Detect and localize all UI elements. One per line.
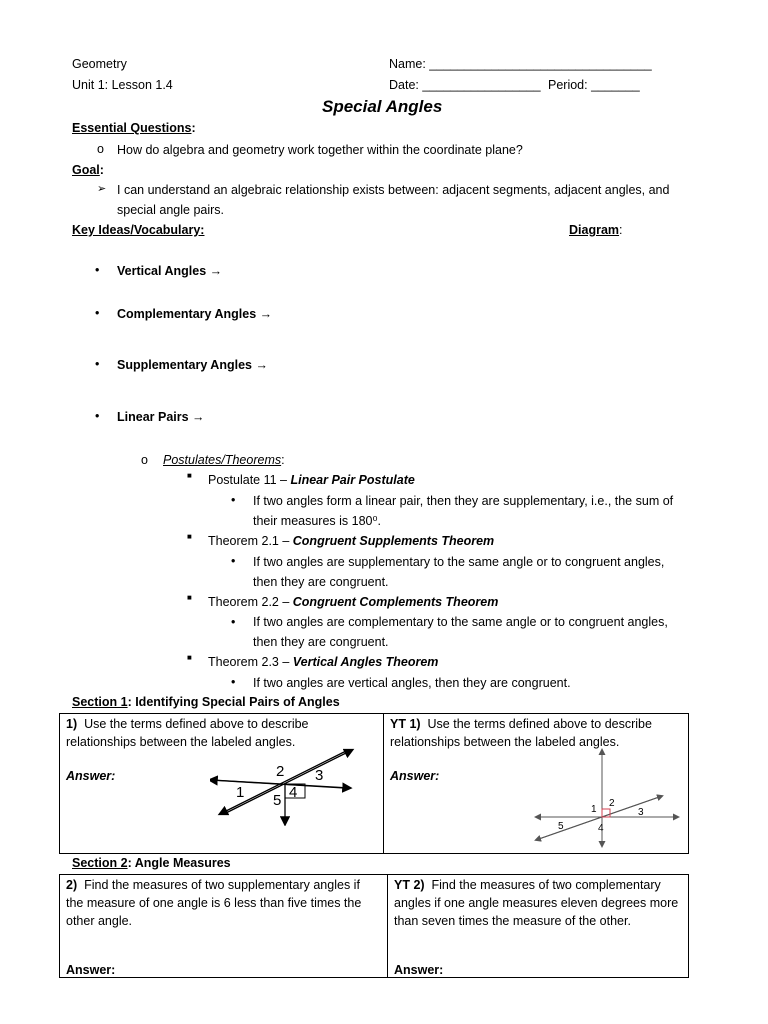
postulate-11-prefix: Postulate 11 – bbox=[208, 473, 291, 487]
angle-label-4: 4 bbox=[289, 784, 298, 801]
question-1-diagram bbox=[210, 742, 360, 826]
square-bullet-icon: ■ bbox=[187, 653, 192, 662]
angle-label-2: 2 bbox=[609, 798, 615, 809]
your-turn-1-text: Use the terms defined above to describe relationships between the labeled angles. bbox=[390, 717, 652, 749]
angle-label-5: 5 bbox=[558, 821, 564, 832]
question-1-answer-label: Answer: bbox=[66, 769, 116, 783]
vocab-bullet-icon: • bbox=[95, 263, 100, 277]
theorem-2-1-prefix: Theorem 2.1 – bbox=[208, 534, 293, 548]
date-field[interactable]: Date: _________________ bbox=[389, 78, 541, 92]
angle-label-3: 3 bbox=[638, 807, 644, 818]
section-2-title: : Angle Measures bbox=[127, 856, 231, 870]
theorem-2-2-line-1: If two angles are complementary to the same angle or to congruent angles, bbox=[253, 615, 668, 629]
question-1-text: Use the terms defined above to describe relationships between the labeled angles. bbox=[66, 717, 309, 749]
theorem-2-3-prefix: Theorem 2.3 – bbox=[208, 655, 293, 669]
goal-colon: : bbox=[99, 163, 104, 177]
lesson-label: Unit 1: Lesson 1.4 bbox=[72, 78, 173, 92]
theorem-2-2 bbox=[208, 594, 498, 611]
theorems-label: Postulates/Theorems bbox=[163, 453, 282, 467]
postulate-11-line-2: their measures is 180⁰. bbox=[253, 514, 381, 528]
angle-label-1: 1 bbox=[591, 804, 597, 815]
section-2-label: Section 2 bbox=[72, 856, 128, 870]
theorem-2-2-name: Congruent Complements Theorem bbox=[292, 595, 499, 609]
question-2-prompt bbox=[66, 876, 378, 930]
round-bullet-icon: • bbox=[231, 615, 236, 629]
course-name: Geometry bbox=[72, 57, 127, 71]
section-1-label: Section 1 bbox=[72, 695, 128, 709]
goal-line-2: special angle pairs. bbox=[117, 203, 225, 217]
essential-questions-label: Essential Questions bbox=[72, 121, 192, 135]
section-1-heading bbox=[72, 694, 340, 711]
essential-questions-heading bbox=[72, 120, 196, 137]
angle-label-2: 2 bbox=[276, 763, 285, 780]
round-bullet-icon: • bbox=[231, 554, 236, 568]
question-2-text: Find the measures of two supplementary angles if the measure of one angle is 6 less than five times the other angle. bbox=[66, 878, 362, 928]
theorem-2-2-line-2: then they are congruent. bbox=[253, 635, 389, 649]
diagram-colon: : bbox=[619, 223, 623, 237]
angle-label-5: 5 bbox=[273, 792, 282, 809]
theorems-colon: : bbox=[281, 453, 285, 467]
postulate-11-line-1: If two angles form a linear pair, then they are supplementary, i.e., the sum of bbox=[253, 494, 674, 508]
question-2-number: 2) bbox=[66, 878, 78, 892]
angle-label-1: 1 bbox=[236, 784, 245, 801]
your-turn-1-cell bbox=[383, 713, 689, 854]
vocab-complementary-angles: Complementary Angles → bbox=[117, 307, 273, 321]
angle-label-4: 4 bbox=[598, 823, 604, 834]
theorem-2-1-line-1: If two angles are supplementary to the same angle or to congruent angles, bbox=[253, 555, 665, 569]
vocab-bullet-icon: • bbox=[95, 409, 100, 423]
page-title: Special Angles bbox=[322, 97, 443, 116]
square-bullet-icon: ■ bbox=[187, 593, 192, 602]
goal-arrow-icon: ➢ bbox=[97, 183, 107, 195]
vocab-linear-pairs: Linear Pairs → bbox=[117, 410, 205, 424]
your-turn-2-number: YT 2) bbox=[394, 878, 425, 892]
your-turn-2-answer-label: Answer: bbox=[394, 963, 444, 977]
theorem-2-1-line-2: then they are congruent. bbox=[253, 575, 389, 589]
theorem-2-3-name: Vertical Angles Theorem bbox=[292, 655, 439, 669]
angle-label-3: 3 bbox=[315, 767, 324, 784]
your-turn-1-diagram bbox=[532, 746, 682, 848]
goal-heading bbox=[72, 162, 104, 179]
goal-line-1: I can understand an algebraic relationship exists between: adjacent segments, adjacent angles, and bbox=[117, 183, 670, 197]
diagram-heading bbox=[569, 222, 623, 239]
vocab-bullet-icon: • bbox=[95, 306, 100, 320]
theorems-heading bbox=[163, 452, 285, 469]
diagram-label: Diagram bbox=[569, 223, 620, 237]
question-2-answer-label: Answer: bbox=[66, 963, 116, 977]
square-bullet-icon: ■ bbox=[187, 532, 192, 541]
square-bullet-icon: ■ bbox=[187, 471, 192, 480]
name-field[interactable]: Name: ________________________________ bbox=[389, 57, 652, 71]
vocab-heading: Key Ideas/Vocabulary: bbox=[72, 223, 205, 237]
your-turn-1-number: YT 1) bbox=[390, 717, 421, 731]
round-bullet-icon: • bbox=[231, 675, 236, 689]
question-1-number: 1) bbox=[66, 717, 78, 731]
vocab-supplementary-angles: Supplementary Angles → bbox=[117, 358, 268, 372]
postulate-11-name: Linear Pair Postulate bbox=[290, 473, 415, 487]
postulate-11 bbox=[208, 472, 415, 489]
vocab-bullet-icon: • bbox=[95, 357, 100, 371]
section-2-heading bbox=[72, 855, 231, 872]
question-2-cell bbox=[59, 874, 388, 978]
theorem-2-3-line-1: If two angles are vertical angles, then they are congruent. bbox=[253, 676, 571, 690]
question-1-cell bbox=[59, 713, 384, 854]
goal-label: Goal bbox=[72, 163, 100, 177]
your-turn-1-answer-label: Answer: bbox=[390, 769, 440, 783]
essential-colon: : bbox=[191, 121, 196, 135]
theorems-bullet: o bbox=[141, 453, 148, 467]
period-field[interactable]: Period: _______ bbox=[548, 78, 640, 92]
section-1-title: : Identifying Special Pairs of Angles bbox=[127, 695, 340, 709]
theorem-2-1-name: Congruent Supplements Theorem bbox=[292, 534, 495, 548]
your-turn-2-text: Find the measures of two complementary angles if one angle measures eleven degrees more than seven times the measure of the other. bbox=[394, 878, 679, 928]
theorem-2-3 bbox=[208, 654, 438, 671]
vocab-vertical-angles: Vertical Angles → bbox=[117, 264, 223, 278]
your-turn-2-cell bbox=[387, 874, 689, 978]
essential-question: How do algebra and geometry work together within the coordinate plane? bbox=[117, 143, 523, 157]
theorem-2-1 bbox=[208, 533, 494, 550]
theorem-2-2-prefix: Theorem 2.2 – bbox=[208, 595, 293, 609]
round-bullet-icon: • bbox=[231, 493, 236, 507]
your-turn-2-prompt bbox=[394, 876, 684, 930]
essential-bullet: o bbox=[97, 142, 104, 156]
